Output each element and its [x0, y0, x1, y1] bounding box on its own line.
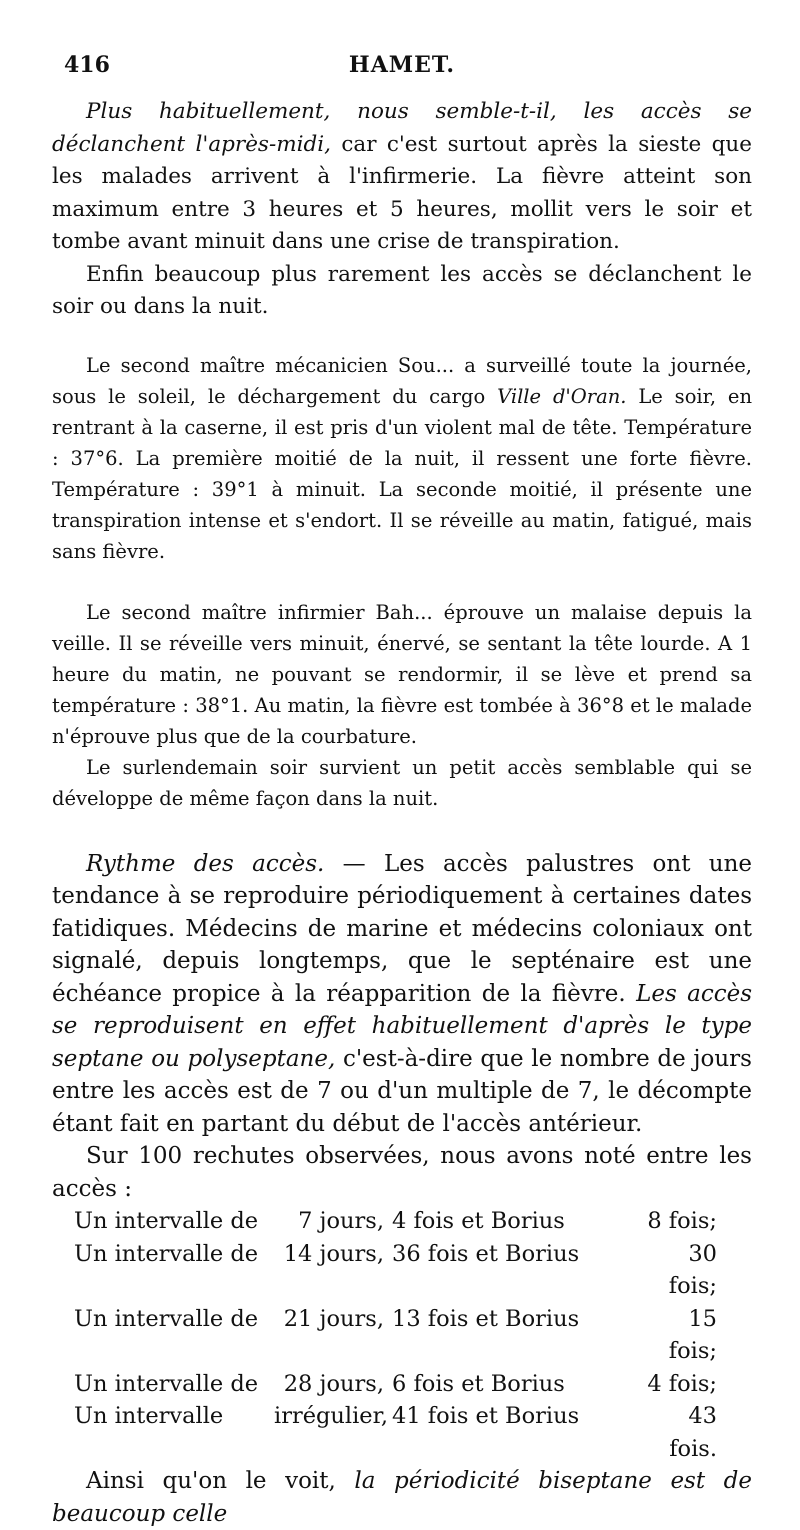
- row-label: Un intervalle: [74, 1403, 224, 1429]
- row-borius: 30 fois;: [668, 1240, 717, 1299]
- observation-text: Le second maître mécanicien Sou... a surveillé toute la journée, sous le soleil, le déchargement du cargo: [52, 353, 752, 408]
- table-row: [52, 1238, 752, 1303]
- running-header: [52, 52, 752, 92]
- row-interval: 21 jours,: [283, 1305, 384, 1332]
- row-count: 36 fois et Borius: [392, 1240, 580, 1267]
- row-interval: 28 jours,: [283, 1370, 384, 1397]
- paragraph-night-onset: Enfin beaucoup plus rarement les accès se déclanchent le soir ou dans la nuit.: [52, 261, 752, 319]
- row-count: 13 fois et Borius: [392, 1305, 580, 1332]
- paragraph-text: car c'est surtout après la sieste que les malades arrivent à l'infirmerie. La fièvre atteint son maximum entre 3 heures et 5 heures, mollit vers le soir et tombe avant minuit dans une crise de transpiration.: [52, 131, 752, 254]
- row-label: Un intervalle de: [74, 1208, 259, 1234]
- section-text: c'est-à-dire que le nombre de jours entre les accès est de 7 ou d'un multiple de 7, le décompte étant fait en partant du début de l'accès antérieur.: [52, 1045, 752, 1137]
- italic-closing: la périodicité biseptane est de beaucoup celle: [52, 1468, 752, 1527]
- row-borius: 15 fois;: [668, 1305, 717, 1364]
- row-label: Un intervalle de: [74, 1370, 259, 1397]
- row-count: 6 fois et Borius: [392, 1370, 565, 1397]
- ship-name: Ville d'Oran.: [497, 384, 627, 408]
- row-interval: irrégulier,: [274, 1403, 389, 1429]
- observation-mechanic: [52, 350, 752, 567]
- row-interval: 14 jours,: [283, 1240, 384, 1267]
- section-rhythm: [52, 848, 752, 1141]
- row-label: Un intervalle de: [74, 1305, 259, 1332]
- italic-statement: Les accès se reproduisent en effet habituellement d'après le type septane ou polyseptane,: [52, 980, 752, 1072]
- relapse-interval-table: [52, 1205, 752, 1465]
- closing-line: [52, 1465, 752, 1530]
- table-row: [52, 1303, 752, 1368]
- page-body: [52, 96, 752, 1530]
- row-count: 41 fois et Borius: [392, 1403, 580, 1429]
- observation-text: Le soir, en rentrant à la caserne, il est pris d'un violent mal de tête. Température : 37°6. La première moitié de la nuit, il ressent une forte fièvre. Température : 39°1 à minuit. La seconde moitié, il présente une transpiration intense et s'endort. Il se réveille au matin, fatigué, mais sans fièvre.: [52, 384, 753, 563]
- row-borius: 43 fois.: [669, 1403, 717, 1462]
- row-label: Un intervalle de: [74, 1240, 259, 1267]
- paragraph-afternoon-onset: [52, 96, 752, 259]
- running-title: HAMET.: [348, 52, 456, 78]
- table-intro: Sur 100 rechutes observées, nous avons noté entre les accès :: [52, 1143, 752, 1202]
- page-number: 416: [64, 52, 110, 78]
- table-row: [52, 1368, 752, 1401]
- observation-nurse-followup: Le surlendemain soir survient un petit accès semblable qui se développe de même façon dans la nuit.: [52, 755, 752, 810]
- section-heading: Rythme des accès.: [86, 850, 325, 877]
- table-row: [52, 1400, 752, 1465]
- row-borius: 8 fois;: [647, 1208, 717, 1234]
- closing-text: Ainsi qu'on le voit,: [86, 1468, 355, 1494]
- section-text: — Les accès palustres ont une tendance à se reproduire périodiquement à certaines dates fatidiques. Médecins de marine et médecins coloniaux ont signalé, depuis longtemps, que le septénaire est une échéance propice à la réapparition de la fièvre.: [52, 850, 752, 1007]
- table-row: [52, 1205, 752, 1238]
- row-interval: 7 jours,: [298, 1208, 384, 1234]
- row-borius: 4 fois;: [647, 1370, 717, 1397]
- italic-lead: Plus habituellement, nous semble-t-il, les accès se déclanchent l'après-midi,: [52, 99, 752, 157]
- row-count: 4 fois et Borius: [392, 1208, 565, 1234]
- observation-nurse: Le second maître infirmier Bah... éprouve un malaise depuis la veille. Il se réveille vers minuit, énervé, se sentant la tête lourde. A 1 heure du matin, ne pouvant se rendormir, il se lève et prend sa température : 38°1. Au matin, la fièvre est tombée à 36°8 et le malade n'éprouve plus que de la courbature.: [52, 600, 752, 748]
